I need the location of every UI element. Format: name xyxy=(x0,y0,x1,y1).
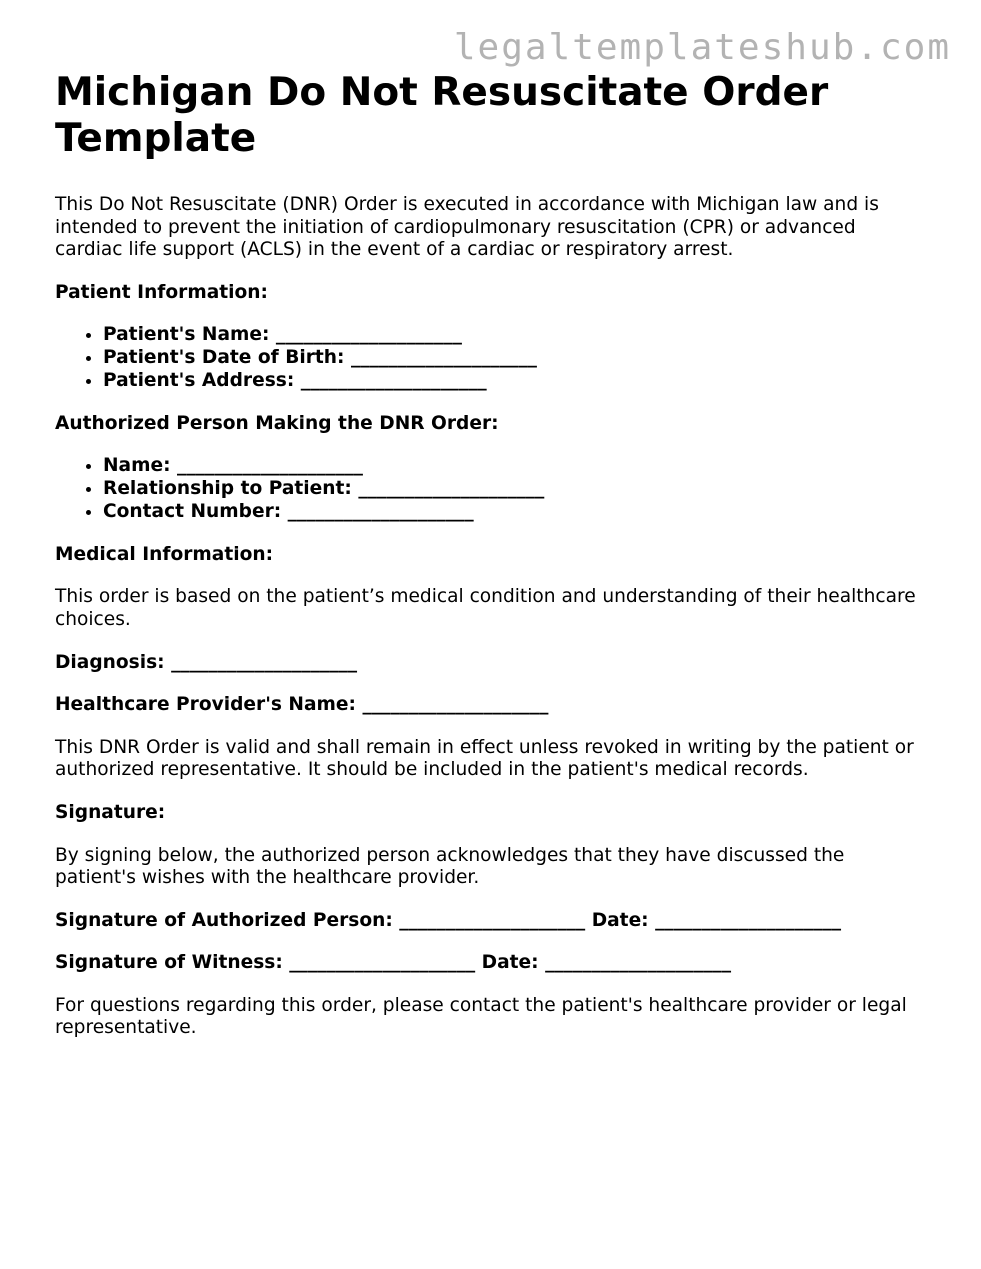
authorized-signature-line xyxy=(55,910,925,933)
medical-info-paragraph: This order is based on the patient’s medical condition and understanding of their healthcare choices. xyxy=(55,586,916,630)
field-label: Patient's Date of Birth: xyxy=(103,347,345,369)
field-label: Patient's Address: xyxy=(103,369,295,391)
patient-info-heading: Patient Information: xyxy=(55,281,268,303)
provider-name-blank[interactable]: ____________________ xyxy=(362,694,549,716)
list-item xyxy=(103,347,925,370)
document-body xyxy=(55,70,925,1040)
authorized-signature-label: Signature of Authorized Person: xyxy=(55,909,393,931)
patient-address-blank[interactable]: ____________________ xyxy=(300,369,487,391)
witness-signature-blank[interactable]: ____________________ xyxy=(289,952,476,974)
list-item xyxy=(103,455,925,478)
provider-line xyxy=(55,694,925,717)
authorized-person-list xyxy=(55,455,925,523)
authorized-signature-blank[interactable]: ____________________ xyxy=(399,909,586,931)
field-label: Name: xyxy=(103,455,171,477)
diagnosis-blank[interactable]: ____________________ xyxy=(171,651,358,673)
patient-info-list xyxy=(55,324,925,392)
relationship-blank[interactable]: ____________________ xyxy=(358,478,545,500)
diagnosis-label: Diagnosis: xyxy=(55,651,165,673)
date-label: Date: xyxy=(591,909,649,931)
signature-heading: Signature: xyxy=(55,801,166,823)
witness-date-blank[interactable]: ____________________ xyxy=(545,952,732,974)
field-label: Relationship to Patient: xyxy=(103,478,352,500)
field-label: Patient's Name: xyxy=(103,324,270,346)
watermark: legaltemplateshub.com xyxy=(453,27,951,68)
diagnosis-line xyxy=(55,652,925,675)
authorized-person-heading: Authorized Person Making the DNR Order: xyxy=(55,412,499,434)
list-item xyxy=(103,324,925,347)
document-title: Michigan Do Not Resuscitate Order Template xyxy=(55,70,829,161)
witness-signature-label: Signature of Witness: xyxy=(55,952,283,974)
patient-name-blank[interactable]: ____________________ xyxy=(275,324,462,346)
witness-signature-line xyxy=(55,952,925,975)
footer-paragraph: For questions regarding this order, please contact the patient's healthcare provider or legal representative. xyxy=(55,994,907,1039)
list-item xyxy=(103,370,925,393)
intro-paragraph: This Do Not Resuscitate (DNR) Order is executed in accordance with Michigan law and is intended to prevent the initiation of cardiopulmonary resuscitation (CPR) or advanced cardiac life support (ACLS) in the event of a cardiac or respiratory arrest. xyxy=(55,194,879,261)
authorized-date-blank[interactable]: ____________________ xyxy=(655,909,842,931)
field-label: Contact Number: xyxy=(103,500,282,522)
provider-label: Healthcare Provider's Name: xyxy=(55,694,356,716)
contact-number-blank[interactable]: ____________________ xyxy=(287,500,474,522)
list-item xyxy=(103,501,925,524)
authorized-name-blank[interactable]: ____________________ xyxy=(177,455,363,477)
medical-info-heading: Medical Information: xyxy=(55,543,274,565)
signature-paragraph: By signing below, the authorized person acknowledges that they have discussed the patient's wishes with the healthcare provider. xyxy=(55,844,845,889)
patient-dob-blank[interactable]: ____________________ xyxy=(350,347,537,369)
list-item xyxy=(103,478,925,501)
date-label: Date: xyxy=(481,952,539,974)
validity-paragraph: This DNR Order is valid and shall remain in effect unless revoked in writing by the patient or authorized representative. It should be included in the patient's medical records. xyxy=(55,736,914,781)
